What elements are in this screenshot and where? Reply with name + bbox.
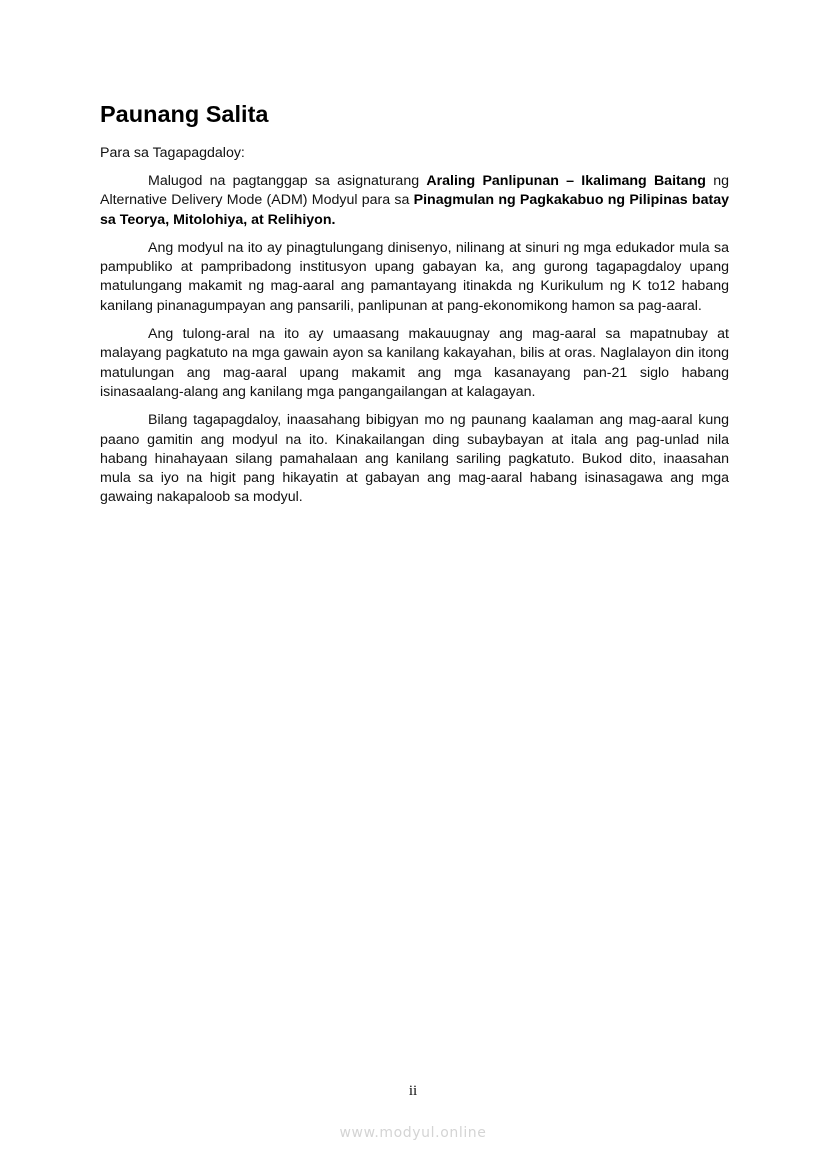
body-paragraph: Ang tulong-aral na ito ay umaasang makauugnay ang mag-aaral sa mapatnubay at malayang pagkatuto na mga gawain ayon sa kanilang kakayahan, bilis at oras. Naglalayon din itong matulungan ang mag-aaral upang makamit ang mga kasanayang pan-21 siglo habang isinasaalang-alang ang kanilang mga pangangailangan at kalagayan. [100, 326, 729, 400]
intro-paragraph [100, 172, 729, 230]
subject-name: Araling Panlipunan – Ikalimang Baitang [426, 173, 706, 189]
module-topic: Pinagmulan ng Pagkakabuo ng Pilipinas batay sa Teorya, Mitolohiya, at Relihiyon. [100, 192, 729, 228]
body-paragraph: Ang modyul na ito ay pinagtulungang dinisenyo, nilinang at sinuri ng mga edukador mula sa pampubliko at pampribadong institusyon upang gabayan ka, ang gurong tagapagdaloy upang matulungang makamit ng mag-aaral ang pamantayang itinakda ng Kurikulum ng K to12 habang kanilang pinanagumpayan ang pansarili, panlipunan at pang-ekonomikong hamon sa pag-aaral. [100, 239, 729, 314]
page-title: Paunang Salita [100, 101, 269, 127]
watermark: www.modyul.online [339, 1125, 487, 1141]
salutation: Para sa Tagapagdaloy: [100, 145, 245, 161]
page-content [100, 98, 729, 517]
body-paragraph: Bilang tagapagdaloy, inaasahang bibigyan mo ng paunang kaalaman ang mag-aaral kung paano gamitin ang modyul na ito. Kinakailangan ding subaybayan at itala ang pag-unlad nila habang hinahayaan silang pamahalaan ang kanilang sariling pagkatuto. Bukod dito, inaasahan mula sa iyo na higit pang hikayatin at gabayan ang mag-aaral habang isinasagawa ang mga gawaing nakapaloob sa modyul. [100, 412, 729, 506]
intro-text-1: Malugod na pagtanggap sa asignaturang [148, 173, 427, 189]
page-number: ii [408, 1083, 418, 1099]
intro-text-2: ng Alternative Delivery Mode (ADM) Modyul para sa [100, 173, 729, 209]
